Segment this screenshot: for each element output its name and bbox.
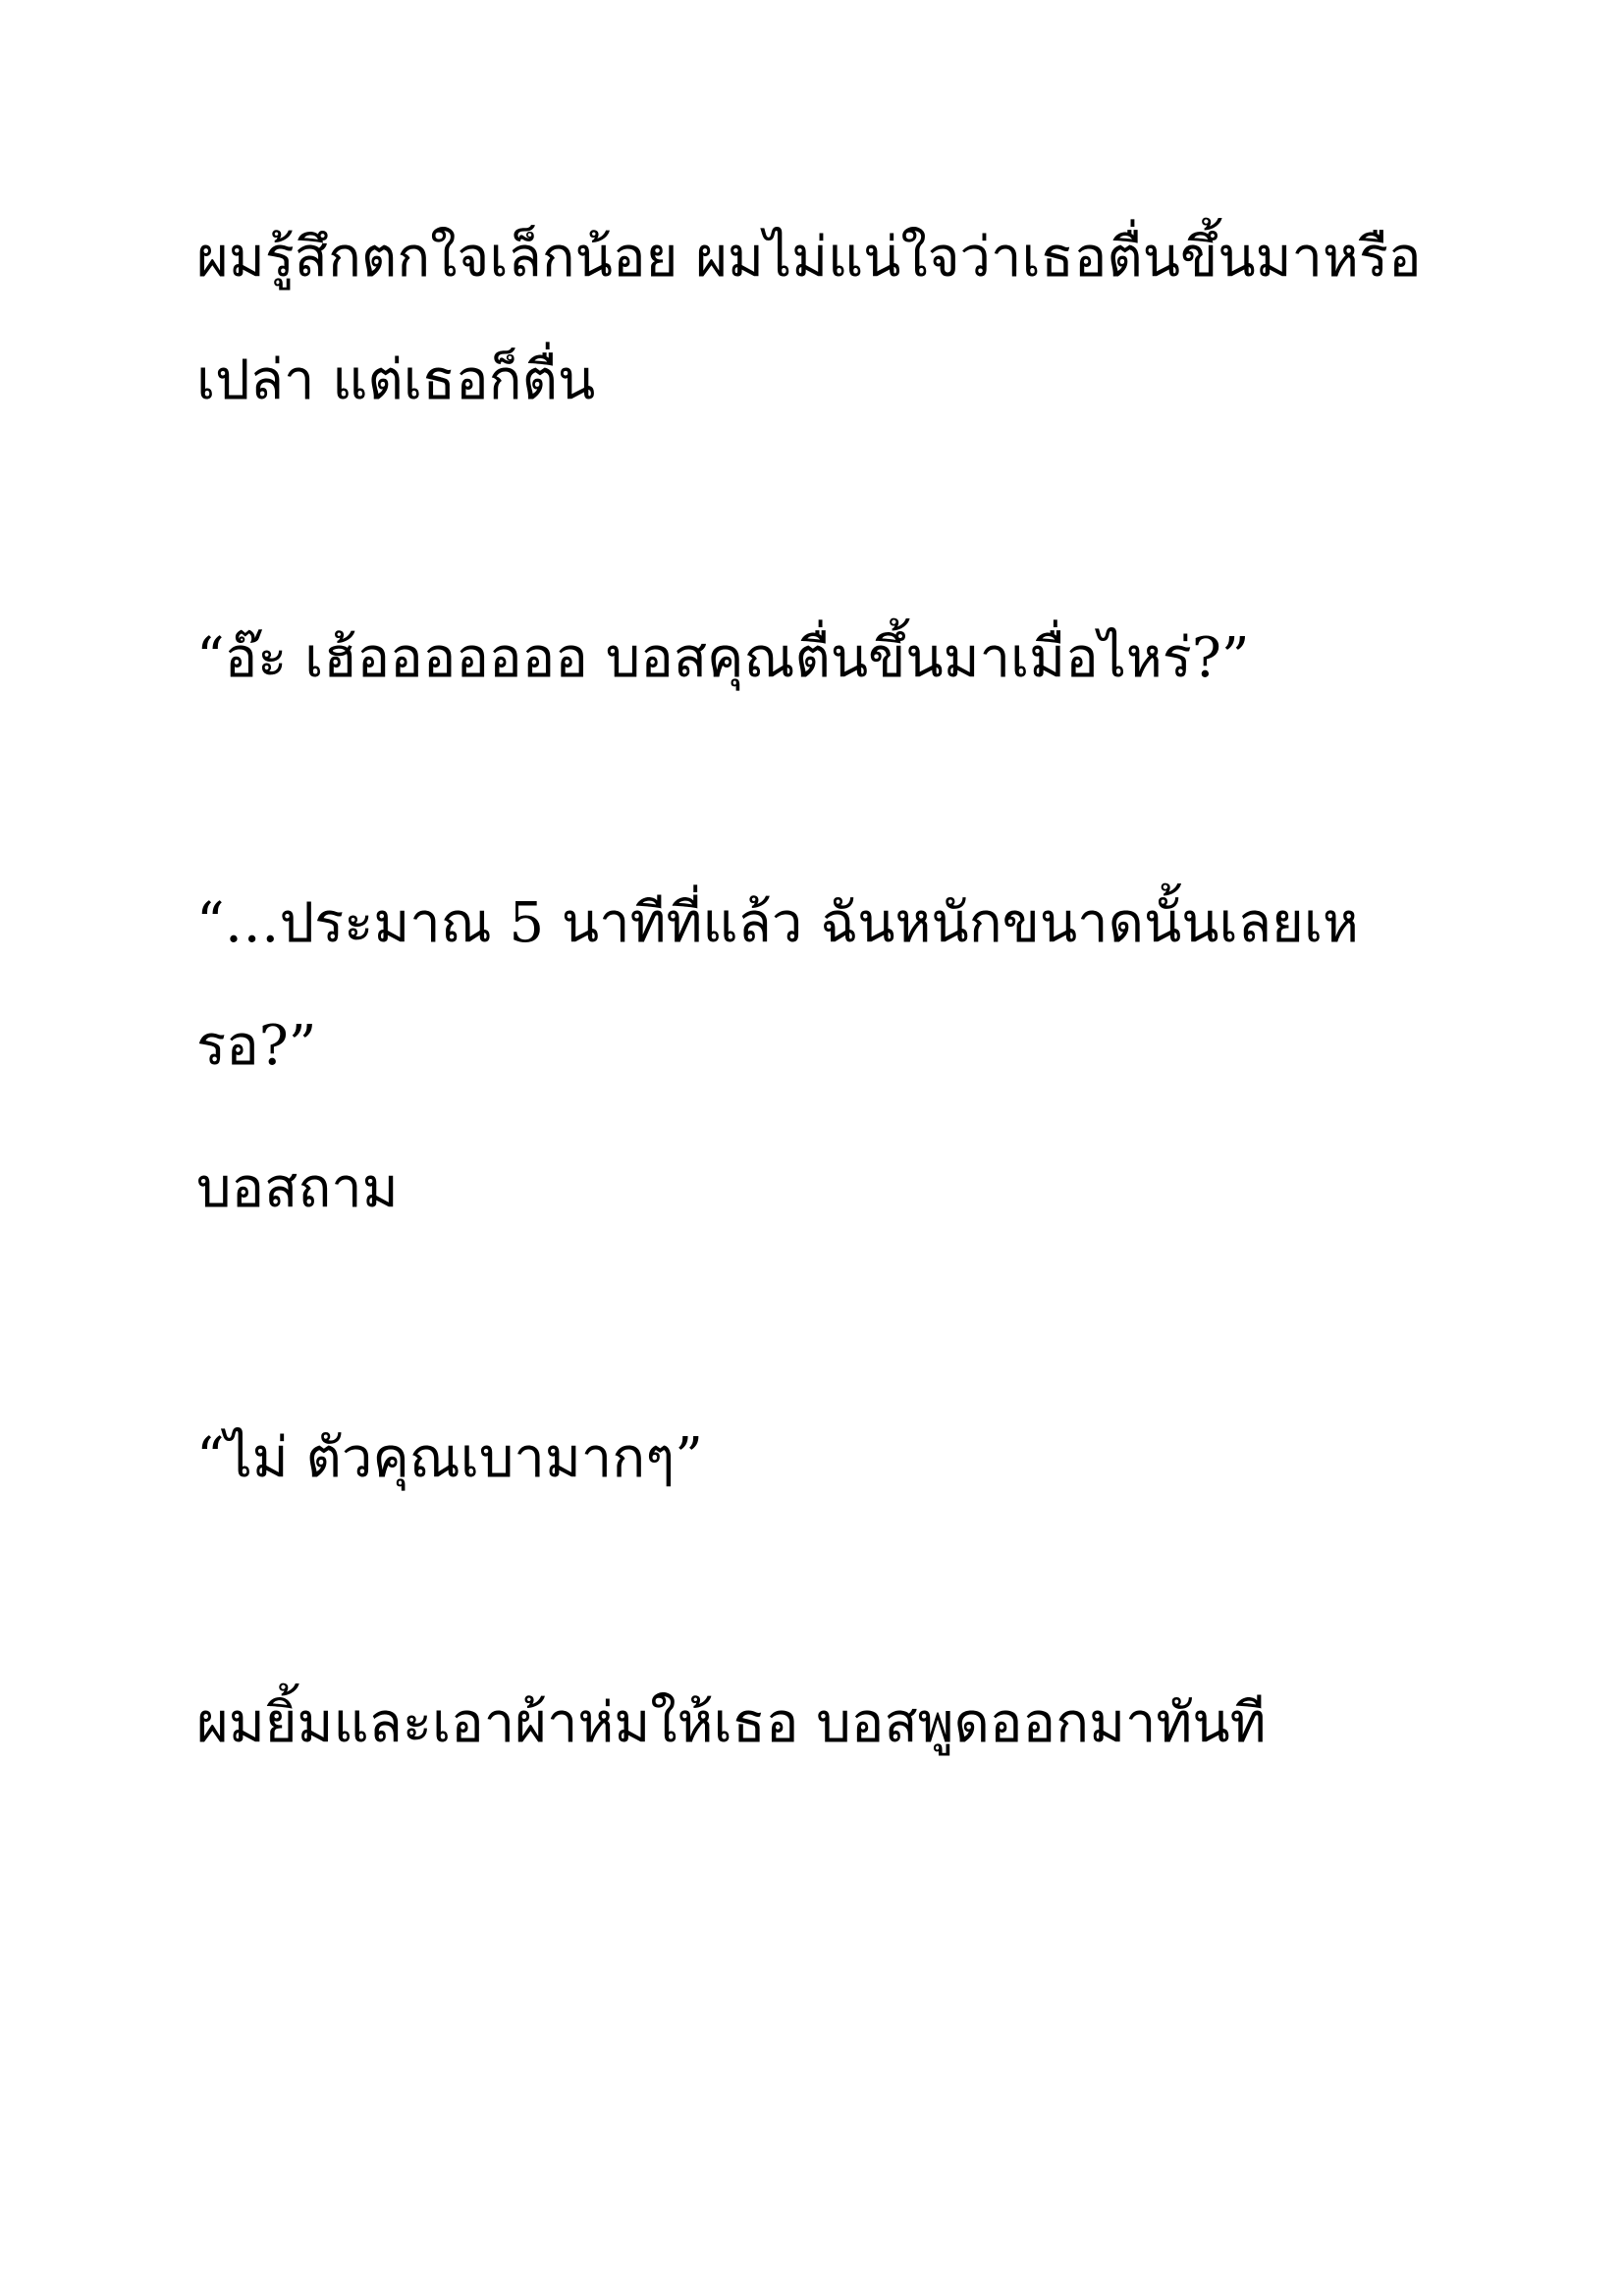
paragraph-narration-2: บอสถาม — [196, 1156, 399, 1220]
paragraph-dialogue-2: “…ประมาณ 5 นาทีที่แล้ว ฉันหนักขนาดนั้นเลยเหรอ?” — [196, 891, 1359, 1078]
paragraph-dialogue-3: “ไม่ ตัวคุณเบามากๆ” — [196, 1426, 703, 1490]
paragraph-narration-3: ผมยิ้มและเอาผ้าห่มให้เธอ บอสพูดออกมาทันที — [196, 1691, 1267, 1755]
paragraph-dialogue-1: “อ๊ะ เฮ้อออออออ บอสคุณตื่นขึ้นมาเมื่อไหร่?” — [196, 626, 1250, 690]
paragraph-narration-1: ผมรู้สึกตกใจเล็กน้อย ผมไม่แน่ใจว่าเธอตื่นขึ้นมาหรือเปล่า แต่เธอก็ตื่น — [196, 226, 1422, 412]
